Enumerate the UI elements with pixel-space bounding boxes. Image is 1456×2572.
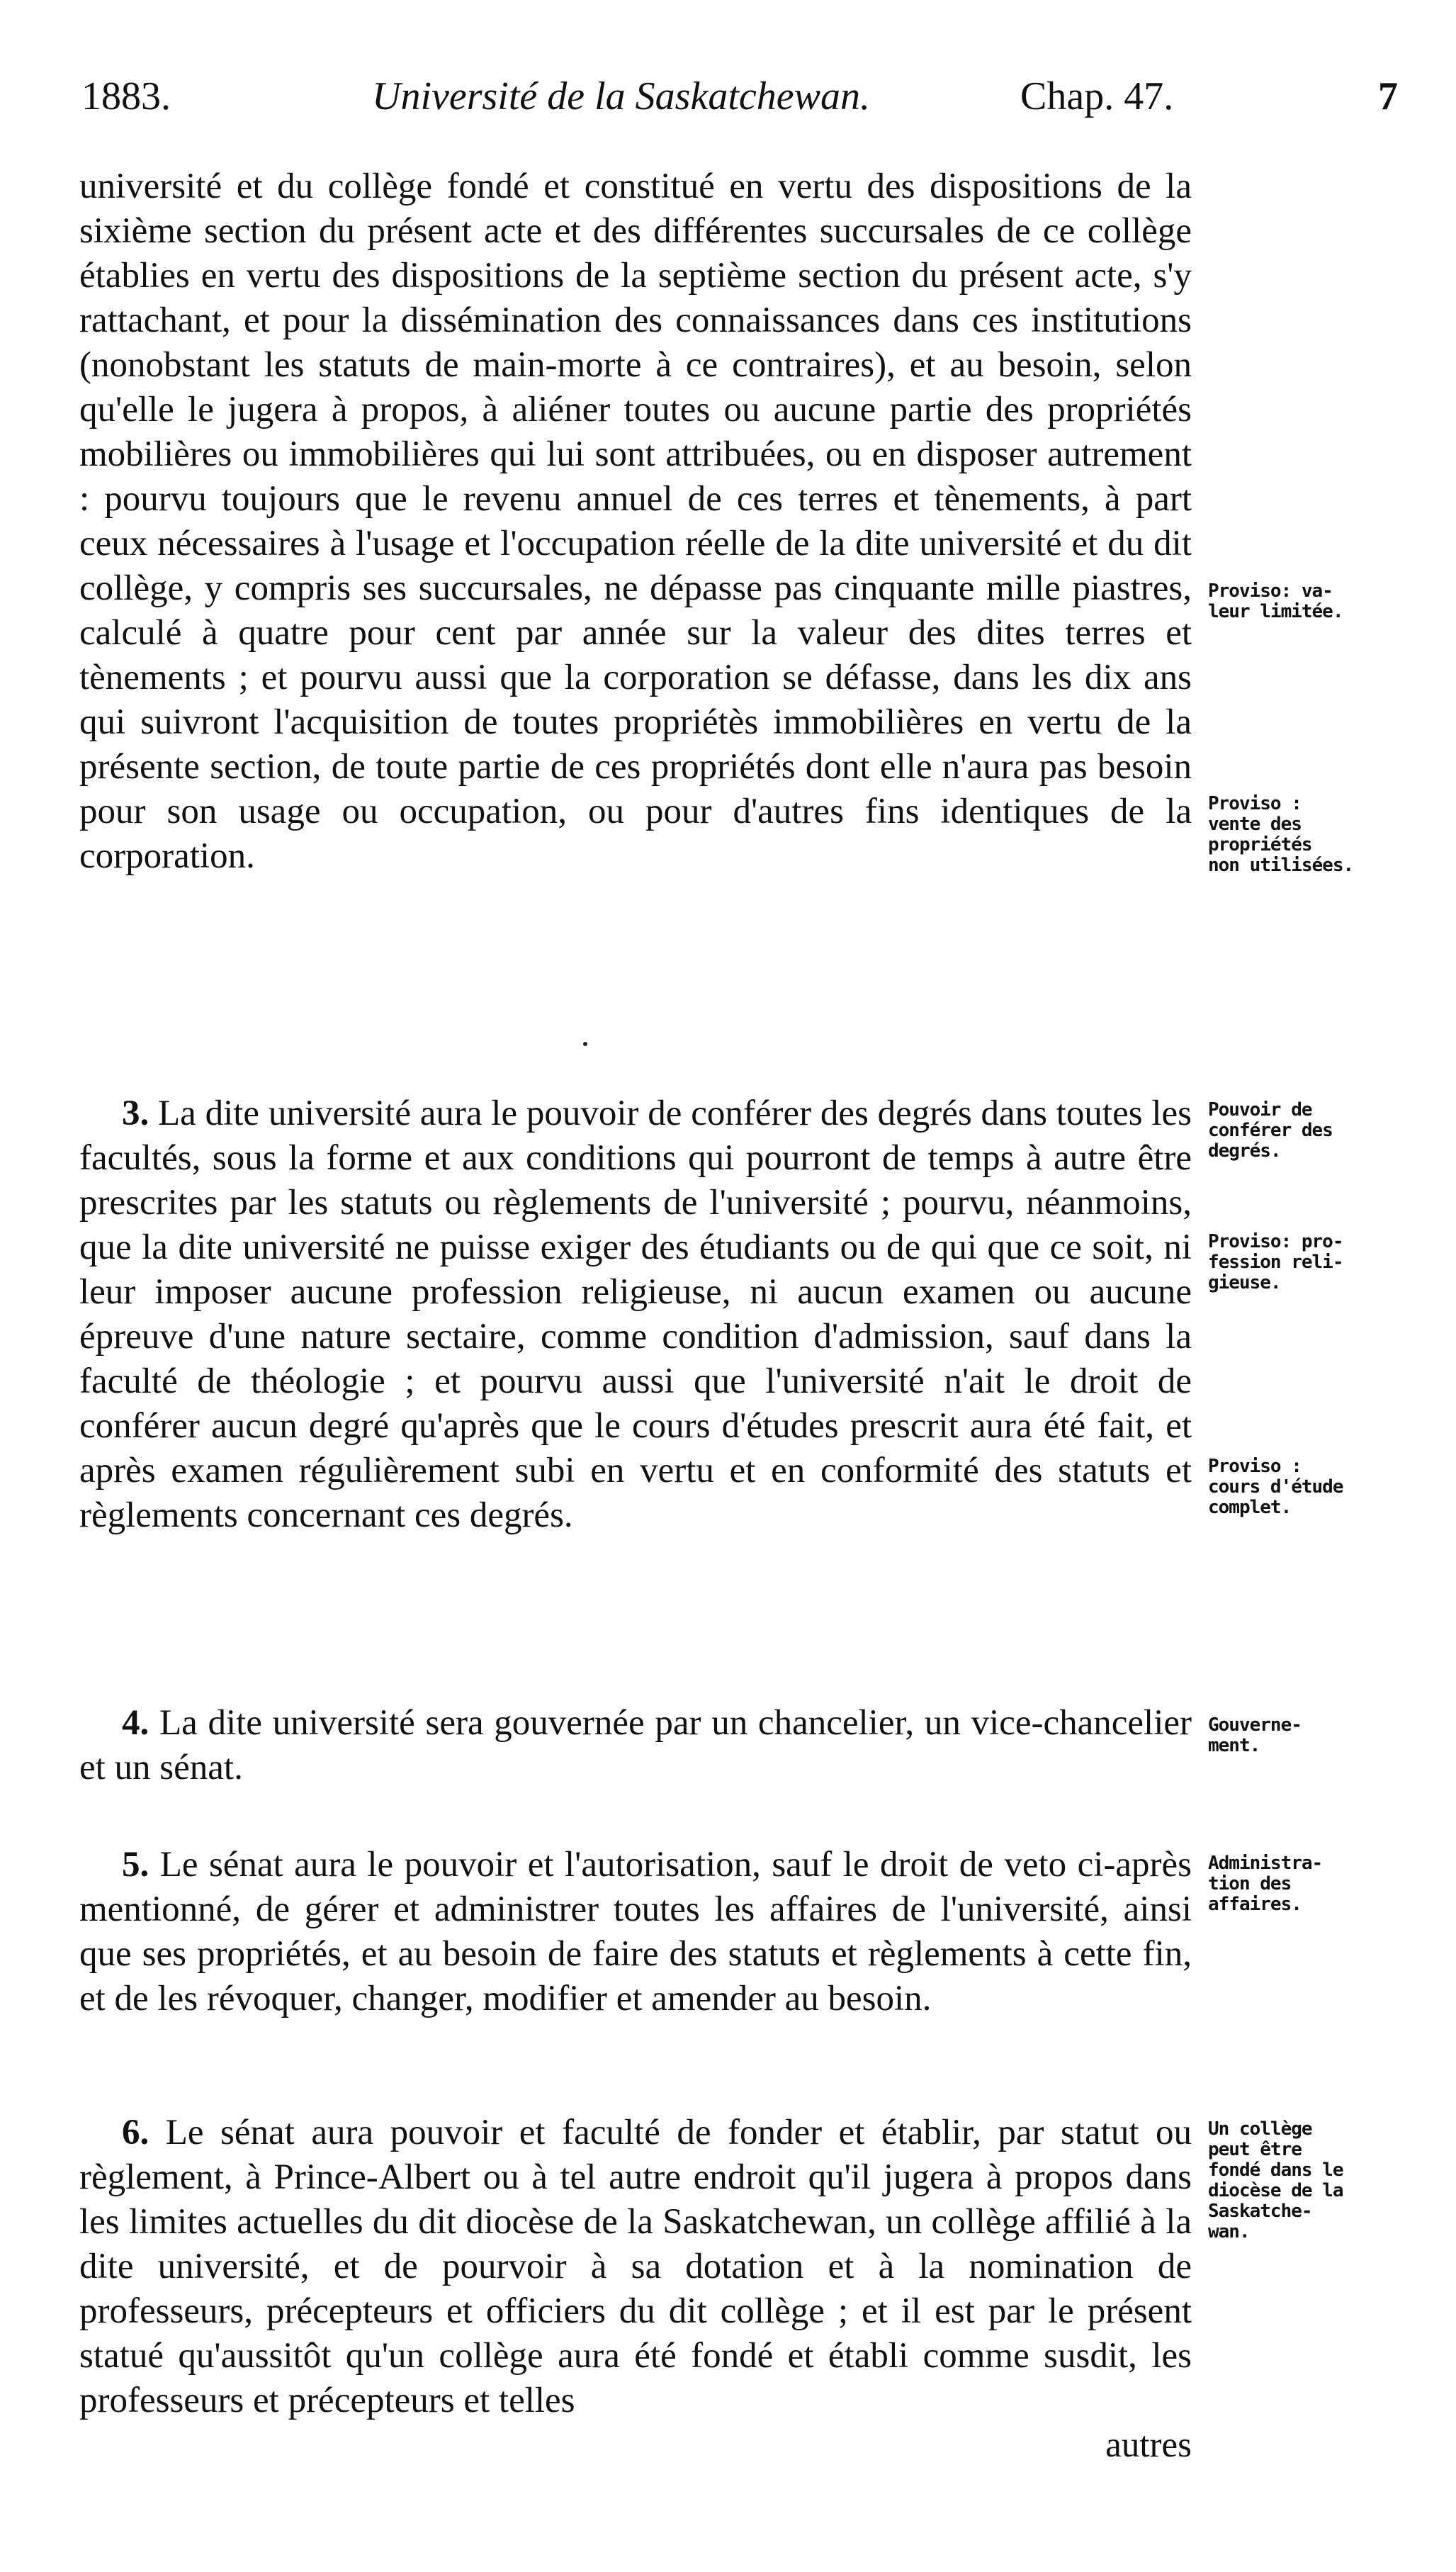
margin-note-gouvernement bbox=[1208, 1715, 1406, 1756]
section-6 bbox=[79, 2111, 1192, 2468]
margin-note-line: propriétés bbox=[1208, 834, 1312, 855]
section-text: La dite université aura le pouvoir de conférer des degrés dans toutes les facultés, sous la forme et aux conditions qui pourront de temps à autre être prescrites par les statuts ou règlements de l'université ; pourvu, néanmoins, que la dite université ne puisse exiger des étudiants ou de qui que ce soit, ni leur imposer aucune profession religieuse, ni aucun examen ou aucune épreuve d'une nature sectaire, comme condition d'admission, sauf dans la faculté de théologie ; et pourvu aussi que l'université n'ait le droit de conférer aucun degré qu'après que le cours d'études prescrit aura été fait, et après examen régulièrement subi en vertu et en conformité des statuts et règlements concernant ces degrés. bbox=[79, 1094, 1192, 1535]
header-title: Université de la Saskatchewan. bbox=[372, 74, 870, 118]
running-header bbox=[81, 74, 1406, 140]
page-number: 7 bbox=[1378, 74, 1398, 118]
margin-note-line: gieuse. bbox=[1208, 1272, 1281, 1293]
margin-note-line: Proviso : bbox=[1208, 793, 1302, 814]
catchword: autres bbox=[1105, 2425, 1192, 2465]
section-4 bbox=[79, 1701, 1192, 1790]
section-text: Le sénat aura pouvoir et faculté de fonder et établir, par statut ou règlement, à Prince-Albert ou à tel autre endroit qu'il jugera à propos dans les limites actuelles du dit diocèse de la Saskatchewan, un collège affilié à la dite université, et de pourvoir à sa dotation et à la nomination de professeurs, précepteurs et officiers du dit collège ; et il est par le présent statué qu'aussitôt qu'un collège aura été fondé et établi comme susdit, les professeurs et précepteurs et telles bbox=[79, 2113, 1192, 2420]
section-number: 5. bbox=[122, 1845, 149, 1885]
margin-note-line: leur limitée. bbox=[1208, 601, 1343, 622]
section-number: 3. bbox=[122, 1094, 149, 1133]
header-year: 1883. bbox=[81, 74, 171, 118]
section-text: Le sénat aura le pouvoir et l'autorisation, sauf le droit de veto ci-après mentionné, de gérer et administrer toutes les affaires de l'université, ainsi que ses propriétés, et au besoin de faire des statuts et règlements à cette fin, et de les révoquer, changer, modifier et amender au besoin. bbox=[79, 1845, 1192, 2018]
section-5 bbox=[79, 1843, 1192, 2021]
section-3 bbox=[79, 1091, 1192, 1538]
margin-note-line: Proviso: pro- bbox=[1208, 1231, 1343, 1252]
margin-note-cours-complet bbox=[1208, 1456, 1406, 1518]
margin-note-line: wan. bbox=[1208, 2221, 1250, 2242]
print-speck bbox=[583, 1042, 587, 1046]
margin-note-line: Un collège bbox=[1208, 2118, 1312, 2140]
margin-note-line: diocèse de la bbox=[1208, 2180, 1343, 2201]
margin-note-valeur-limitee bbox=[1208, 581, 1406, 622]
section-number: 4. bbox=[122, 1703, 149, 1743]
margin-note-conferer-degres bbox=[1208, 1100, 1406, 1162]
paragraph-continuation bbox=[79, 164, 1192, 879]
margin-note-college-fonde bbox=[1208, 2119, 1406, 2242]
margin-note-line: Proviso: va- bbox=[1208, 580, 1333, 602]
margin-note-line: fondé dans le bbox=[1208, 2160, 1343, 2181]
margin-note-line: fession reli- bbox=[1208, 1252, 1343, 1273]
section-number: 6. bbox=[122, 2113, 149, 2152]
section-text: La dite université sera gouvernée par un chancelier, un vice-chancelier et un sénat. bbox=[79, 1703, 1192, 1787]
margin-note-line: tion des bbox=[1208, 1873, 1292, 1894]
margin-note-line: Proviso : bbox=[1208, 1456, 1302, 1477]
paragraph-text: université et du collège fondé et constitué en vertu des dispositions de la sixième section du présent acte et des différentes succursales de ce collège établies en vertu des dispositions de la septième section du présent acte, s'y rattachant, et pour la dissémination des connaissances dans ces institutions (nonobstant les statuts de main-morte à ce contraires), et au besoin, selon qu'elle le jugera à propos, à aliéner toutes ou aucune partie des propriétés mobilières ou immobilières qui lui sont attribuées, ou en disposer autrement : pourvu toujours que le revenu annuel de ces terres et tènements, à part ceux nécessaires à l'usage et l'occupation réelle de la dite université et du dit collège, y compris ses succursales, ne dépasse pas cinquante mille piastres, calculé à quatre pour cent par année sur la valeur des dites terres et tènements ; et pourvu aussi que la corporation se défasse, dans les dix ans qui suivront l'acquisition de toutes propriétès immobilières en vertu de la présente section, de toute partie de ces propriétés dont elle n'aura pas besoin pour son usage ou occupation, ou pour d'autres fins identiques de la corporation. bbox=[79, 167, 1192, 876]
margin-note-line: cours d'étude bbox=[1208, 1476, 1343, 1498]
margin-note-profession-religieuse bbox=[1208, 1232, 1406, 1293]
margin-note-line: peut être bbox=[1208, 2139, 1302, 2160]
margin-note-line: complet. bbox=[1208, 1497, 1292, 1518]
margin-note-line: vente des bbox=[1208, 814, 1302, 835]
margin-note-line: affaires. bbox=[1208, 1894, 1302, 1915]
margin-note-line: Saskatche- bbox=[1208, 2201, 1312, 2222]
margin-note-line: Pouvoir de bbox=[1208, 1099, 1312, 1121]
margin-note-line: non utilisées. bbox=[1208, 855, 1354, 876]
margin-note-line: Gouverne- bbox=[1208, 1714, 1302, 1736]
margin-note-administration bbox=[1208, 1853, 1406, 1915]
margin-note-line: conférer des bbox=[1208, 1120, 1333, 1141]
margin-note-line: ment. bbox=[1208, 1735, 1260, 1756]
margin-note-vente-proprietes bbox=[1208, 794, 1406, 876]
margin-note-line: Administra- bbox=[1208, 1853, 1323, 1874]
margin-note-line: degrés. bbox=[1208, 1140, 1281, 1162]
header-chapter: Chap. 47. bbox=[1020, 74, 1174, 118]
